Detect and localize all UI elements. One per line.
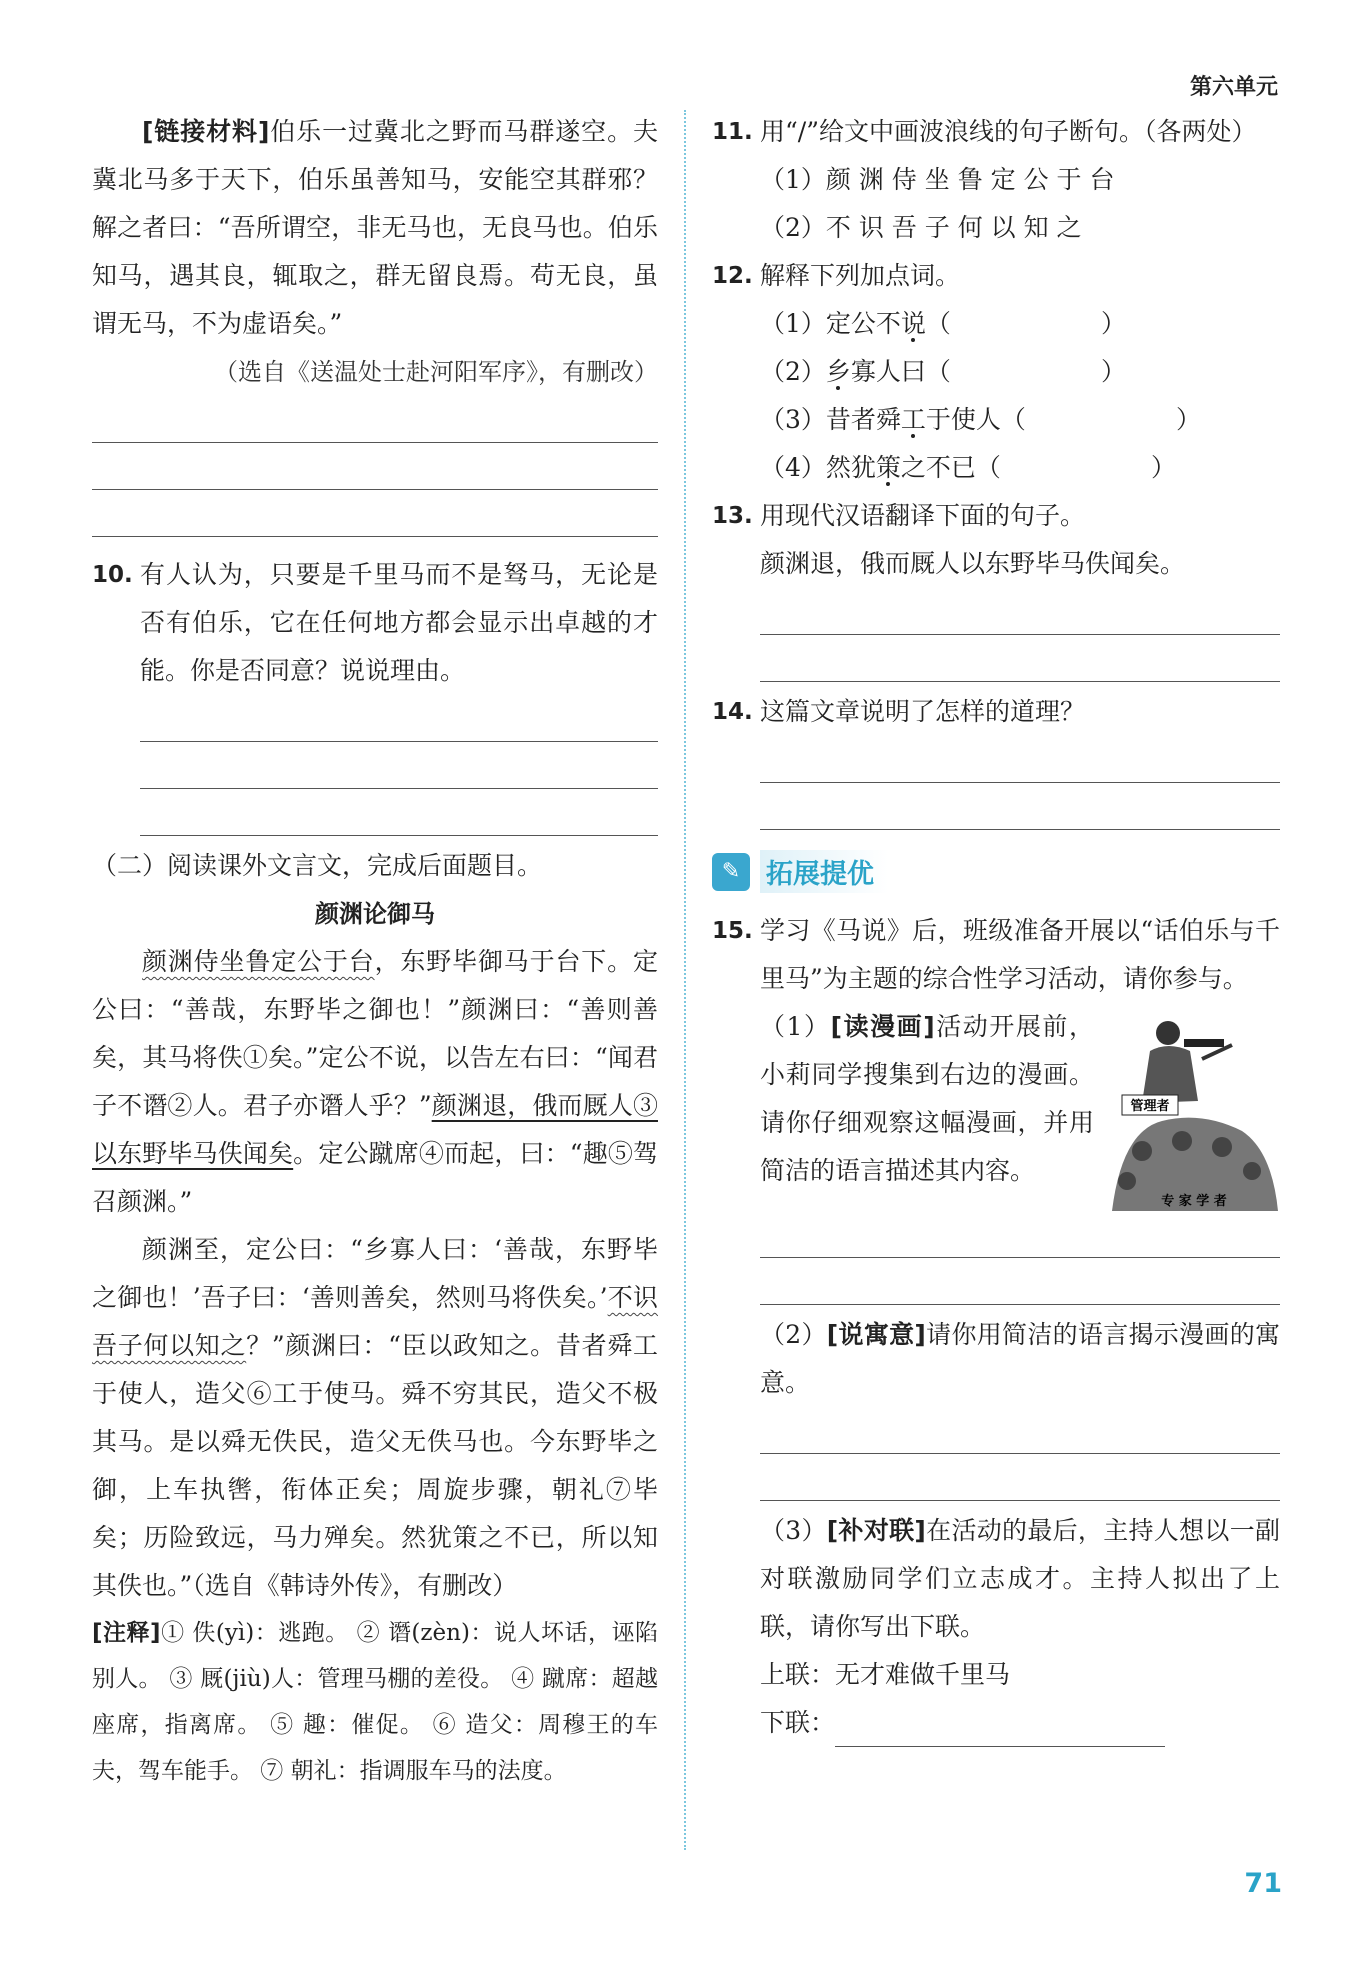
question-text: 用现代汉语翻译下面的句子。 [760, 501, 1086, 530]
answer-line[interactable] [92, 396, 658, 443]
unit-label: 第六单元 [1189, 75, 1278, 100]
section-header [712, 850, 1280, 893]
lower-couplet-blank[interactable] [835, 1716, 1165, 1747]
passage-paragraph-1: 颜渊侍坐鲁定公于台，东野毕御马于台下。定公曰：“善哉，东野毕之御也！”颜渊曰：“善则善矣，其马将佚①矣。”定公不说，以告左右曰：“闻君子不谮②人。君子亦谮人乎？”颜渊退，俄而厩人③以东野毕马佚闻矣。定公蹴席④而起，曰：“趣⑤驾召颜渊。” [92, 947, 658, 1216]
question-13 [712, 492, 1280, 540]
question-text: 解释下列加点词。 [760, 261, 961, 290]
question-number: 14. [712, 699, 753, 725]
answer-line[interactable] [140, 789, 658, 836]
answer-line[interactable] [760, 588, 1280, 635]
link-material-text: 伯乐一过冀北之野而马群遂空。夫冀北马多于天下，伯乐虽善知马，安能空其群邪？解之者曰：“吾所谓空，非无马也，无良马也。伯乐知马，遇其良，辄取之，群无留良焉。苟无良，虽谓无马，不为虚语矣。” [92, 117, 658, 338]
notes [92, 1610, 658, 1794]
q13-sentence: 颜渊退，俄而厩人以东野毕马佚闻矣。 [760, 549, 1186, 578]
upper-couplet: 上联：无才难做千里马 [760, 1660, 1011, 1689]
answer-line[interactable] [92, 443, 658, 490]
question-11 [712, 108, 1280, 156]
answer-line[interactable] [760, 1454, 1280, 1501]
svg-text:管理者: 管理者 [1130, 1099, 1170, 1114]
passage-source: （选自《韩诗外传》，有删改） [192, 1571, 518, 1600]
section-2-heading: （二）阅读课外文言文，完成后面题目。 [92, 851, 543, 880]
q11-item-2: （2）不 识 吾 子 何 以 知 之 [760, 213, 1082, 242]
q12-item-1: （1）定公不说（ ） [760, 309, 1126, 338]
question-text: 学习《马说》后，班级准备开展以“话伯乐与千里马”为主题的综合性学习活动，请你参与。 [760, 916, 1280, 993]
section-title: 拓展提优 [760, 850, 888, 893]
q15-part-3: （3）[补对联]在活动的最后，主持人想以一副对联激励同学们立志成才。主持人拟出了上联，请你写出下联。 [760, 1516, 1280, 1641]
underlined-sentence: 颜渊退，俄而厩人③以东野毕马佚闻矣 [92, 1091, 658, 1168]
notes-text: ① 佚(yì)：逃跑。 ② 谮(zèn)：说人坏话，诬陷别人。 ③ 厩(jiù)人：管理马棚的差役。 ④ 蹴席：超越座席，指离席。 ⑤ 趣：催促。 ⑥ 造父：周穆王的车夫，驾车能手。 ⑦ 朝礼：指调服车马的法度。 [92, 1620, 658, 1784]
passage-title: 颜渊论御马 [315, 900, 435, 928]
link-material [92, 108, 658, 348]
lower-couplet: 下联： [712, 1699, 1280, 1747]
q11-item-1: （1）颜 渊 侍 坐 鲁 定 公 于 台 [760, 165, 1115, 194]
page-number: 71 [1244, 1868, 1282, 1899]
svg-text:专 家 学 者: 专 家 学 者 [1161, 1194, 1227, 1209]
question-text: 这篇文章说明了怎样的道理？ [760, 697, 1086, 726]
question-14 [712, 688, 1280, 736]
q12-item-2: （2）乡寡人曰（ ） [760, 357, 1126, 386]
question-text: 有人认为，只要是千里马而不是驽马，无论是否有伯乐，它在任何地方都会显示出卓越的才能。你是否同意？说说理由。 [140, 560, 658, 685]
left-column [92, 108, 658, 1794]
right-column [712, 108, 1280, 1747]
column-divider [684, 110, 686, 1850]
q12-item-4: （4）然犹策之不已（ ） [760, 453, 1176, 482]
answer-line[interactable] [140, 695, 658, 742]
answer-line[interactable] [140, 742, 658, 789]
q15-part-1: （1）[读漫画]活动开展前，小莉同学搜集到右边的漫画。请你仔细观察这幅漫画，并用简洁的语言描述其内容。 管理者 专 家 学 者 [712, 1003, 1280, 1211]
notes-label: [注释] [92, 1620, 161, 1646]
cartoon-image [1102, 1011, 1280, 1211]
answer-line[interactable] [760, 1407, 1280, 1454]
question-number: 15. [712, 918, 753, 944]
answer-line[interactable] [760, 1258, 1280, 1305]
answer-line[interactable] [760, 1211, 1280, 1258]
question-12 [712, 252, 1280, 300]
passage-paragraph-2: 颜渊至，定公曰：“乡寡人曰：‘善哉，东野毕之御也！’吾子曰：‘善则善矣，然则马将佚矣。’不识吾子何以知之？”颜渊曰：“臣以政知之。昔者舜工于使人，造父⑥工于使马。舜不穷其民，造父不极其马。是以舜无佚民，造父无佚马也。今东野毕之御，上车执辔，衔体正矣；周旋步骤，朝礼⑦毕矣；历险致远，马力殚矣。然犹策之不已，所以知其佚也。”（选自《韩诗外传》，有删改） [92, 1235, 658, 1600]
link-material-label: [链接材料] [142, 117, 270, 146]
edit-icon: ✎ [712, 853, 750, 891]
answer-line[interactable] [760, 635, 1280, 682]
question-number: 10. [92, 562, 133, 588]
answer-line[interactable] [760, 736, 1280, 783]
answer-line[interactable] [760, 783, 1280, 830]
q15-part-2: （2）[说寓意]请你用简洁的语言揭示漫画的寓意。 [760, 1320, 1280, 1397]
wavy-sentence-2: 不识吾子何以知之 [92, 1283, 658, 1360]
q12-item-3: （3）昔者舜工于使人（ ） [760, 405, 1201, 434]
link-material-source: （选自《送温处士赴河阳军序》，有删改） [214, 358, 658, 386]
question-number: 12. [712, 263, 753, 289]
question-10 [92, 551, 658, 695]
question-15 [712, 907, 1280, 1003]
question-text: 用“/”给文中画波浪线的句子断句。（各两处） [760, 117, 1257, 146]
wavy-sentence-1: 颜渊侍坐鲁定公于台 [142, 947, 375, 976]
question-number: 13. [712, 503, 753, 529]
answer-line[interactable] [92, 490, 658, 537]
question-number: 11. [712, 119, 753, 145]
